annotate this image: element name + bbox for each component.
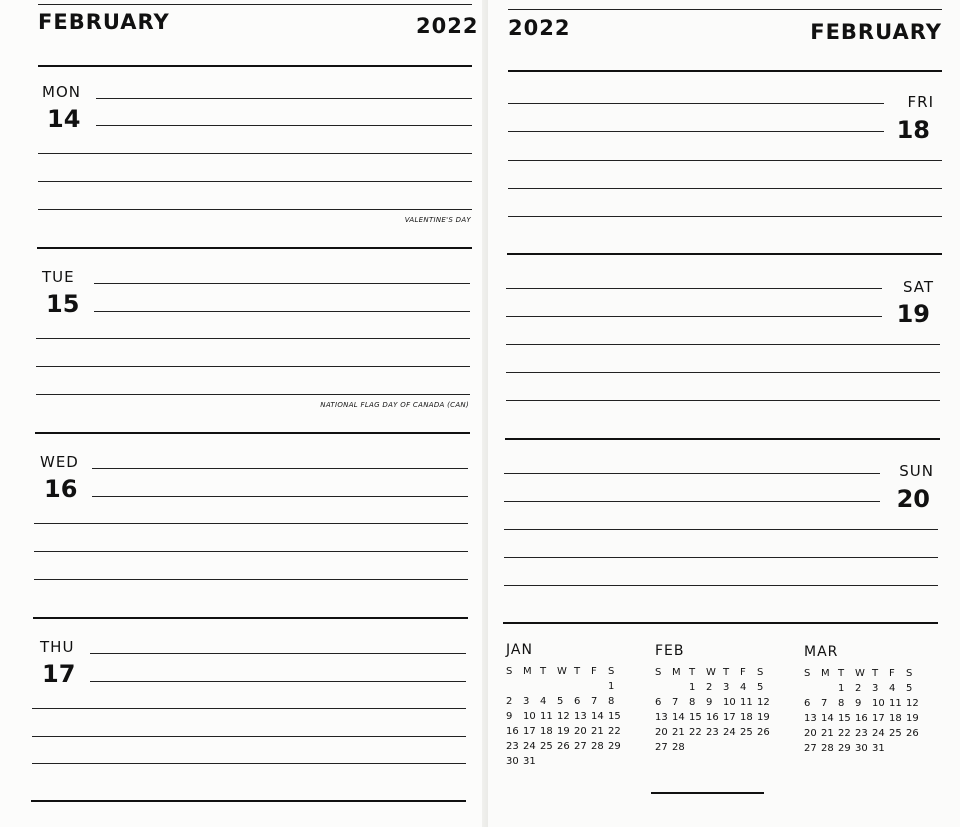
calendar-day[interactable]: 27 xyxy=(655,742,668,753)
writing-line[interactable] xyxy=(90,681,466,682)
day-number: 18 xyxy=(896,116,930,144)
day-separator xyxy=(37,247,472,249)
writing-line[interactable] xyxy=(92,468,468,469)
writing-line[interactable] xyxy=(38,181,472,182)
calendar-day[interactable]: 15 xyxy=(838,713,851,724)
calendar-blank xyxy=(506,681,523,693)
day-separator xyxy=(503,622,938,624)
calendar-day[interactable]: 28 xyxy=(672,742,685,753)
calendar-day[interactable]: 16 xyxy=(855,713,868,724)
writing-line[interactable] xyxy=(504,529,938,530)
weekday-header: S xyxy=(506,666,513,677)
calendar-blank xyxy=(574,681,591,693)
calendar-day[interactable]: 4 xyxy=(889,683,896,694)
calendar-day[interactable]: 8 xyxy=(608,696,615,707)
calendar-blank xyxy=(821,683,838,695)
calendar-day[interactable]: 24 xyxy=(723,727,736,738)
writing-line[interactable] xyxy=(508,103,884,104)
calendar-day[interactable]: 11 xyxy=(740,697,753,708)
calendar-day[interactable]: 2 xyxy=(855,683,862,694)
calendar-day[interactable]: 30 xyxy=(855,743,868,754)
calendar-day[interactable]: 18 xyxy=(740,712,753,723)
calendar-day[interactable]: 31 xyxy=(872,743,885,754)
writing-line[interactable] xyxy=(90,653,466,654)
calendar-day[interactable]: 22 xyxy=(689,727,702,738)
calendar-day[interactable]: 10 xyxy=(723,697,736,708)
day-separator xyxy=(505,438,940,440)
calendar-day[interactable]: 29 xyxy=(608,741,621,752)
calendar-day[interactable]: 19 xyxy=(906,713,919,724)
mini-calendar-month: MAR xyxy=(804,644,839,660)
calendar-day[interactable]: 9 xyxy=(506,711,513,722)
calendar-day[interactable]: 28 xyxy=(821,743,834,754)
calendar-day[interactable]: 5 xyxy=(906,683,913,694)
calendar-day[interactable]: 20 xyxy=(655,727,668,738)
weekday-header: T xyxy=(838,668,845,679)
weekday-header: T xyxy=(872,668,879,679)
calendar-day[interactable]: 20 xyxy=(804,728,817,739)
writing-line[interactable] xyxy=(506,344,940,345)
weekday-header: S xyxy=(608,666,615,677)
calendar-day[interactable]: 21 xyxy=(591,726,604,737)
day-separator xyxy=(507,253,942,255)
day-separator xyxy=(33,617,468,619)
day-number: 20 xyxy=(896,485,930,513)
calendar-day[interactable]: 21 xyxy=(821,728,834,739)
calendar-day[interactable]: 8 xyxy=(838,698,845,709)
writing-line[interactable] xyxy=(508,160,942,161)
writing-line[interactable] xyxy=(506,288,882,289)
weekday-header: F xyxy=(591,666,597,677)
writing-line[interactable] xyxy=(504,585,938,586)
mini-calendar-weekdays xyxy=(804,668,923,680)
calendar-day[interactable]: 5 xyxy=(757,682,764,693)
day-number: 17 xyxy=(42,660,76,688)
calendar-day[interactable]: 6 xyxy=(574,696,581,707)
holiday-label: NATIONAL FLAG DAY OF CANADA (CAN) xyxy=(320,401,469,409)
weekday-header: F xyxy=(889,668,895,679)
weekday-header: S xyxy=(655,667,662,678)
day-name: SUN xyxy=(899,462,934,480)
calendar-day[interactable]: 15 xyxy=(608,711,621,722)
writing-line[interactable] xyxy=(38,153,472,154)
writing-line[interactable] xyxy=(92,496,468,497)
calendar-day[interactable]: 23 xyxy=(706,727,719,738)
writing-line[interactable] xyxy=(506,316,882,317)
calendar-day[interactable]: 23 xyxy=(506,741,519,752)
calendar-blank xyxy=(591,681,608,693)
weekday-header: F xyxy=(740,667,746,678)
weekday-header: S xyxy=(757,667,764,678)
calendar-day[interactable]: 3 xyxy=(523,696,530,707)
calendar-day[interactable]: 17 xyxy=(723,712,736,723)
calendar-day[interactable]: 9 xyxy=(855,698,862,709)
calendar-day[interactable]: 13 xyxy=(655,712,668,723)
right-month-title: FEBRUARY xyxy=(810,20,942,44)
writing-line[interactable] xyxy=(34,523,468,524)
day-number: 14 xyxy=(47,105,81,133)
writing-line[interactable] xyxy=(34,551,468,552)
calendar-day[interactable]: 6 xyxy=(655,697,662,708)
calendar-day[interactable]: 10 xyxy=(523,711,536,722)
top-edge-rule xyxy=(508,9,942,10)
writing-line[interactable] xyxy=(96,125,472,126)
day-number: 15 xyxy=(46,290,80,318)
header-rule xyxy=(508,70,942,72)
weekday-header: M xyxy=(821,668,830,679)
writing-line[interactable] xyxy=(96,98,472,99)
calendar-day[interactable]: 25 xyxy=(740,727,753,738)
calendar-day[interactable]: 7 xyxy=(821,698,828,709)
day-separator xyxy=(31,800,466,802)
calendar-day[interactable]: 26 xyxy=(906,728,919,739)
calendar-day[interactable]: 30 xyxy=(506,756,519,767)
writing-line[interactable] xyxy=(36,394,470,395)
weekday-header: T xyxy=(689,667,696,678)
weekday-header: S xyxy=(906,668,913,679)
calendar-day[interactable]: 17 xyxy=(872,713,885,724)
day-name: FRI xyxy=(907,93,934,111)
mini-calendar-month: JAN xyxy=(506,642,533,658)
writing-line[interactable] xyxy=(508,131,884,132)
writing-line[interactable] xyxy=(32,708,466,709)
calendar-day[interactable]: 15 xyxy=(689,712,702,723)
writing-line[interactable] xyxy=(506,372,940,373)
day-name: TUE xyxy=(42,268,75,286)
calendar-day[interactable]: 24 xyxy=(872,728,885,739)
top-edge-rule xyxy=(38,4,472,5)
calendar-day[interactable]: 13 xyxy=(574,711,587,722)
bottom-short-rule xyxy=(651,792,764,794)
calendar-day[interactable]: 26 xyxy=(757,727,770,738)
weekday-header: T xyxy=(723,667,730,678)
calendar-blank xyxy=(540,681,557,693)
writing-line[interactable] xyxy=(508,188,942,189)
calendar-day[interactable]: 25 xyxy=(540,741,553,752)
calendar-day[interactable]: 8 xyxy=(689,697,696,708)
calendar-day[interactable]: 16 xyxy=(706,712,719,723)
calendar-day[interactable]: 4 xyxy=(540,696,547,707)
mini-calendar-days xyxy=(804,683,923,755)
calendar-day[interactable]: 18 xyxy=(540,726,553,737)
weekday-header: T xyxy=(574,666,581,677)
calendar-day[interactable]: 20 xyxy=(574,726,587,737)
calendar-day[interactable]: 3 xyxy=(872,683,879,694)
calendar-day[interactable]: 13 xyxy=(804,713,817,724)
weekday-header: M xyxy=(523,666,532,677)
calendar-day[interactable]: 27 xyxy=(574,741,587,752)
left-year-title: 2022 xyxy=(416,14,479,38)
calendar-day[interactable]: 1 xyxy=(838,683,845,694)
calendar-day[interactable]: 3 xyxy=(723,682,730,693)
calendar-day[interactable]: 1 xyxy=(689,682,696,693)
calendar-day[interactable]: 10 xyxy=(872,698,885,709)
calendar-day[interactable]: 22 xyxy=(838,728,851,739)
mini-calendar-weekdays xyxy=(506,666,625,678)
calendar-blank xyxy=(557,681,574,693)
writing-line[interactable] xyxy=(38,209,472,210)
calendar-day[interactable]: 14 xyxy=(821,713,834,724)
day-name: WED xyxy=(40,453,79,471)
mini-calendar-weekdays xyxy=(655,667,774,679)
calendar-day[interactable]: 17 xyxy=(523,726,536,737)
mini-calendar-days xyxy=(655,682,774,754)
weekday-header: M xyxy=(672,667,681,678)
day-separator xyxy=(35,432,470,434)
day-name: MON xyxy=(42,83,81,101)
calendar-blank xyxy=(804,683,821,695)
calendar-day[interactable]: 26 xyxy=(557,741,570,752)
right-year-title: 2022 xyxy=(508,16,571,40)
mini-calendar-feb xyxy=(655,643,774,754)
calendar-day[interactable]: 6 xyxy=(804,698,811,709)
calendar-day[interactable]: 19 xyxy=(557,726,570,737)
writing-line[interactable] xyxy=(32,763,466,764)
writing-line[interactable] xyxy=(36,338,470,339)
left-month-title: FEBRUARY xyxy=(38,10,170,34)
writing-line[interactable] xyxy=(32,736,466,737)
calendar-day[interactable]: 12 xyxy=(906,698,919,709)
calendar-day[interactable]: 25 xyxy=(889,728,902,739)
calendar-day[interactable]: 12 xyxy=(757,697,770,708)
calendar-day[interactable]: 7 xyxy=(591,696,598,707)
calendar-day[interactable]: 27 xyxy=(804,743,817,754)
weekday-header: T xyxy=(540,666,547,677)
calendar-day[interactable]: 12 xyxy=(557,711,570,722)
calendar-day[interactable]: 24 xyxy=(523,741,536,752)
calendar-blank xyxy=(523,681,540,693)
calendar-day[interactable]: 4 xyxy=(740,682,747,693)
mini-calendar-month: FEB xyxy=(655,643,685,659)
holiday-label: VALENTINE'S DAY xyxy=(404,216,471,224)
writing-line[interactable] xyxy=(34,579,468,580)
right-page xyxy=(488,0,960,827)
day-number: 19 xyxy=(896,300,930,328)
calendar-day[interactable]: 28 xyxy=(591,741,604,752)
writing-line[interactable] xyxy=(504,557,938,558)
day-name: SAT xyxy=(902,278,934,296)
writing-line[interactable] xyxy=(508,216,942,217)
calendar-day[interactable]: 14 xyxy=(672,712,685,723)
calendar-day[interactable]: 5 xyxy=(557,696,564,707)
writing-line[interactable] xyxy=(506,400,940,401)
calendar-day[interactable]: 2 xyxy=(506,696,513,707)
weekday-header: W xyxy=(557,666,567,677)
calendar-day[interactable]: 14 xyxy=(591,711,604,722)
calendar-day[interactable]: 21 xyxy=(672,727,685,738)
calendar-day[interactable]: 2 xyxy=(706,682,713,693)
writing-line[interactable] xyxy=(94,311,470,312)
calendar-day[interactable]: 18 xyxy=(889,713,902,724)
mini-calendar-mar xyxy=(804,644,923,755)
calendar-day[interactable]: 29 xyxy=(838,743,851,754)
day-number: 16 xyxy=(44,475,78,503)
calendar-day[interactable]: 23 xyxy=(855,728,868,739)
header-rule xyxy=(38,65,472,67)
calendar-day[interactable]: 22 xyxy=(608,726,621,737)
calendar-day[interactable]: 1 xyxy=(608,681,615,692)
calendar-day[interactable]: 7 xyxy=(672,697,679,708)
day-name: THU xyxy=(40,638,75,656)
calendar-blank xyxy=(672,682,689,694)
calendar-day[interactable]: 16 xyxy=(506,726,519,737)
weekday-header: S xyxy=(804,668,811,679)
calendar-day[interactable]: 9 xyxy=(706,697,713,708)
writing-line[interactable] xyxy=(36,366,470,367)
calendar-day[interactable]: 11 xyxy=(889,698,902,709)
weekday-header: W xyxy=(855,668,865,679)
calendar-day[interactable]: 19 xyxy=(757,712,770,723)
mini-calendar-days xyxy=(506,681,625,768)
calendar-blank xyxy=(655,682,672,694)
calendar-day[interactable]: 31 xyxy=(523,756,536,767)
writing-line[interactable] xyxy=(504,501,880,502)
weekday-header: W xyxy=(706,667,716,678)
calendar-day[interactable]: 11 xyxy=(540,711,553,722)
mini-calendar-jan xyxy=(506,642,625,768)
writing-line[interactable] xyxy=(504,473,880,474)
writing-line[interactable] xyxy=(94,283,470,284)
